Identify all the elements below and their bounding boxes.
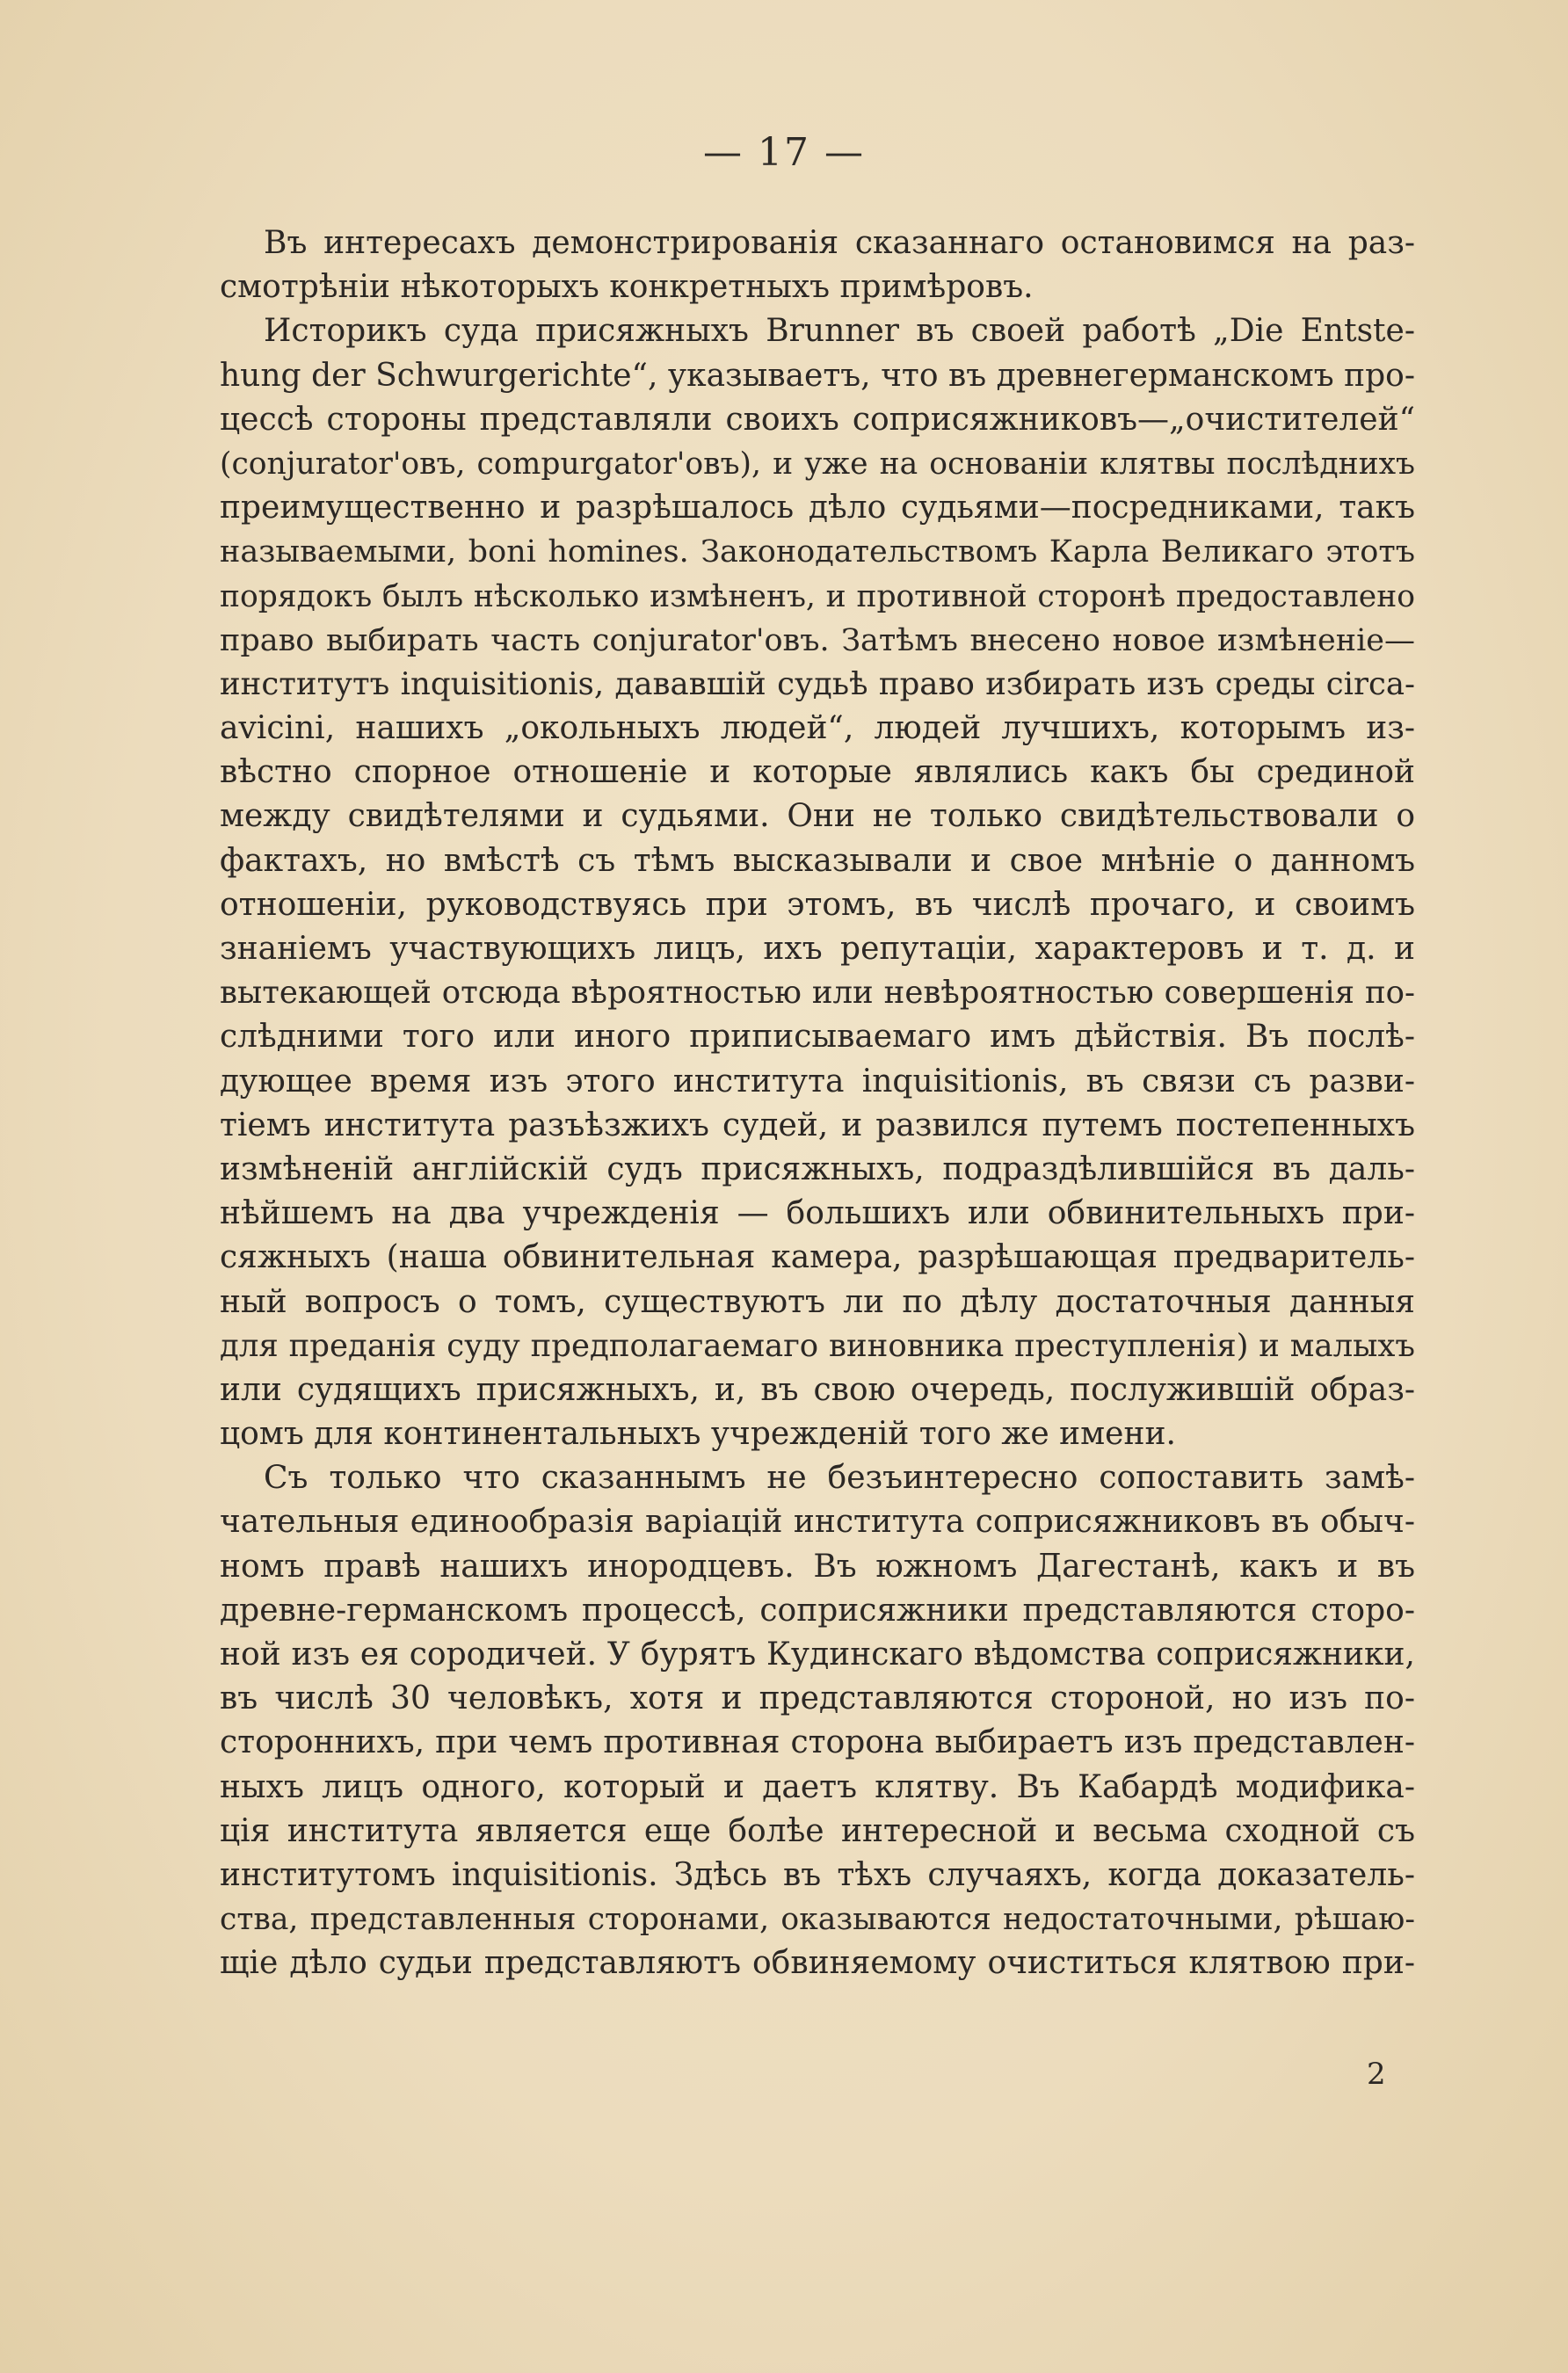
- text-line: Въ интересахъ демонстрированія сказаннаго остановимся на раз-: [264, 225, 1415, 261]
- text-line: порядокъ былъ нѣсколько измѣненъ, и противной сторонѣ предоставлено: [220, 578, 1415, 614]
- text-line: сяжныхъ (наша обвинительная камера, разрѣшающая предваритель-: [220, 1239, 1415, 1276]
- text-line: отношеніи, руководствуясь при этомъ, въ числѣ прочаго, и своимъ: [220, 886, 1415, 923]
- text-line: Съ только что сказаннымъ не безъинтересно сопоставить замѣ-: [264, 1460, 1415, 1497]
- text-line: вѣстно спорное отношеніе и которые являлись какъ бы срединой: [220, 754, 1415, 791]
- text-line: слѣдними того или иного приписываемаго имъ дѣйствія. Въ послѣ-: [220, 1019, 1415, 1056]
- text-line: древне-германскомъ процессѣ, соприсяжники представляются сторо-: [220, 1592, 1415, 1629]
- text-line: или судящихъ присяжныхъ, и, въ свою очередь, послужившій образ-: [220, 1371, 1415, 1408]
- text-line: avicini, нашихъ „окольныхъ людей“, людей лучшихъ, которымъ из-: [220, 710, 1415, 747]
- signature-mark: 2: [1367, 2057, 1386, 2092]
- text-line: смотрѣніи нѣкоторыхъ конкретныхъ примѣровъ.: [220, 269, 1034, 306]
- text-line: институтъ inquisitionis, дававшій судьѣ право избирать изъ среды circa-: [220, 665, 1415, 702]
- text-line: чательныя единообразія варіацій института соприсяжниковъ въ обыч-: [220, 1504, 1415, 1541]
- text-line: цессѣ стороны представляли своихъ соприсяжниковъ—„очистителей“: [220, 401, 1415, 438]
- text-line: измѣненій англійскій судъ присяжныхъ, подраздѣлившійся въ даль-: [220, 1150, 1415, 1187]
- text-line: ныхъ лицъ одного, который и даетъ клятву. Въ Кабардѣ модифика-: [220, 1768, 1415, 1805]
- text-line: въ числѣ 30 человѣкъ, хотя и представляются стороной, но изъ по-: [220, 1680, 1415, 1717]
- text-line: тіемъ института разъѣзжихъ судей, и развился путемъ постепенныхъ: [220, 1107, 1415, 1143]
- text-line: ный вопросъ о томъ, существуютъ ли по дѣлу достаточныя данныя: [220, 1283, 1415, 1320]
- text-line: цомъ для континентальныхъ учрежденій того же имени.: [220, 1416, 1176, 1453]
- text-line: hung der Schwurgerichte“, указываетъ, что въ древнегерманскомъ про-: [220, 357, 1415, 394]
- text-line: щіе дѣло судьи представляютъ обвиняемому очиститься клятвою при-: [220, 1945, 1415, 1982]
- text-line: ства, представленныя сторонами, оказываются недостаточными, рѣшаю-: [220, 1902, 1415, 1938]
- text-line: ція института является еще болѣе интересной и весьма сходной съ: [220, 1812, 1415, 1849]
- text-line: нѣйшемъ на два учрежденія — большихъ или обвинительныхъ при-: [220, 1195, 1415, 1232]
- page-number: — 17 —: [703, 130, 865, 175]
- text-line: номъ правѣ нашихъ инородцевъ. Въ южномъ Дагестанѣ, какъ и въ: [220, 1548, 1415, 1585]
- text-line: фактахъ, но вмѣстѣ съ тѣмъ высказывали и свое мнѣніе о данномъ: [220, 842, 1415, 879]
- text-line: ной изъ ея сородичей. У бурятъ Кудинскаго вѣдомства соприсяжники,: [220, 1636, 1415, 1673]
- text-line: институтомъ inquisitionis. Здѣсь въ тѣхъ случаяхъ, когда доказатель-: [220, 1856, 1415, 1893]
- text-line: называемыми, boni homines. Законодательствомъ Карла Великаго этотъ: [220, 534, 1415, 570]
- text-line: Историкъ суда присяжныхъ Brunner въ своей работѣ „Die Entste-: [264, 313, 1415, 350]
- text-line: право выбирать часть conjurator'овъ. Затѣмъ внесено новое измѣненіе—: [220, 622, 1415, 658]
- text-line: стороннихъ, при чемъ противная сторона выбираетъ изъ представлен-: [220, 1724, 1415, 1761]
- text-line: между свидѣтелями и судьями. Они не только свидѣтельствовали о: [220, 798, 1415, 835]
- text-line: вытекающей отсюда вѣроятностью или невѣроятностью совершенія по-: [220, 975, 1415, 1012]
- text-line: преимущественно и разрѣшалось дѣло судьями—посредниками, такъ: [220, 490, 1415, 526]
- text-line: знаніемъ участвующихъ лицъ, ихъ репутаціи, характеровъ и т. д. и: [220, 931, 1415, 967]
- text-line: дующее время изъ этого института inquisitionis, въ связи съ разви-: [220, 1063, 1415, 1099]
- text-line: для преданія суду предполагаемаго виновника преступленія) и малыхъ: [220, 1327, 1415, 1364]
- body-text: [220, 221, 1415, 1986]
- text-line: (conjurator'овъ, compurgator'овъ), и уже на основаніи клятвы послѣднихъ: [220, 446, 1415, 482]
